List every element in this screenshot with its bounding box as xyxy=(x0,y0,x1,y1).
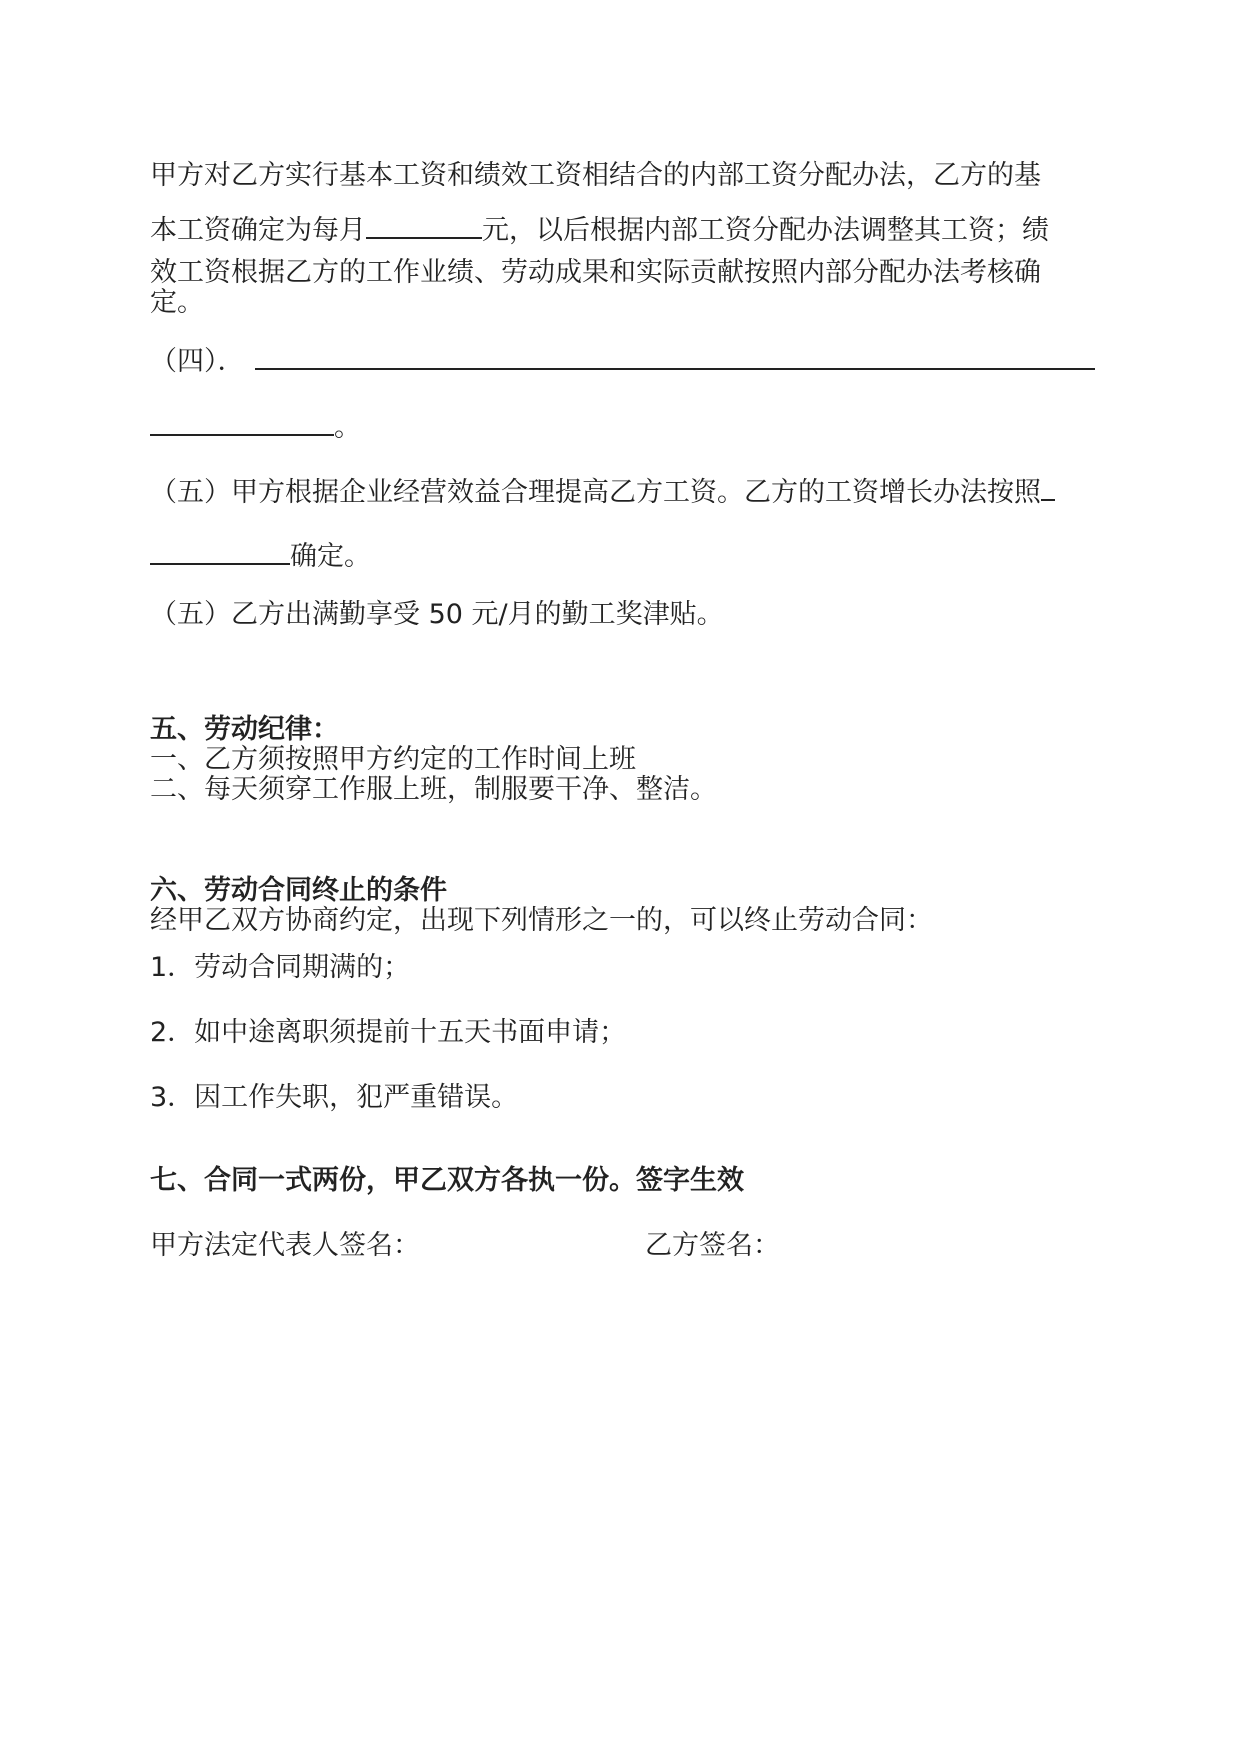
wage-paragraph-line-2 xyxy=(150,207,1049,249)
party-b-signature-label: 乙方签名： xyxy=(645,1230,780,1261)
item-four-blank-1 xyxy=(255,338,1095,370)
item-five-a-text: （五）甲方根据企业经营效益合理提高乙方工资。乙方的工资增长办法按照 xyxy=(150,477,1041,508)
section-six-item: 3．因工作失职，犯严重错误。 xyxy=(150,1082,519,1113)
wage-paragraph-line-1: 甲方对乙方实行基本工资和绩效工资相结合的内部工资分配办法，乙方的基 xyxy=(150,160,1041,191)
item-five-b: （五）乙方出满勤享受 50 元/月的勤工奖津贴。 xyxy=(150,599,724,630)
wage-paragraph-line-4: 定。 xyxy=(150,287,204,318)
item-four-end: 。 xyxy=(334,412,361,443)
item-five-a-line-2 xyxy=(150,533,371,575)
item-five-a-blank-2 xyxy=(150,533,290,565)
document-page xyxy=(150,0,1110,1754)
section-seven-heading: 七、合同一式两份，甲乙双方各执一份。签字生效 xyxy=(150,1165,744,1196)
item-four-line-1 xyxy=(150,338,1095,380)
section-six-item: 2．如中途离职须提前十五天书面申请； xyxy=(150,1017,627,1048)
section-six-intro: 经甲乙双方协商约定，出现下列情形之一的，可以终止劳动合同： xyxy=(150,905,933,936)
item-four-prefix: （四）． xyxy=(150,346,245,377)
party-a-signature-label: 甲方法定代表人签名： xyxy=(150,1230,420,1261)
section-five-item: 二、每天须穿工作服上班，制服要干净、整洁。 xyxy=(150,774,717,805)
section-six-item: 1．劳动合同期满的； xyxy=(150,952,411,983)
wage-line-2-before: 本工资确定为每月 xyxy=(150,215,366,246)
item-five-a-blank-1 xyxy=(1041,469,1055,501)
wage-paragraph-line-3: 效工资根据乙方的工作业绩、劳动成果和实际贡献按照内部分配办法考核确 xyxy=(150,257,1041,288)
item-five-a-end: 确定。 xyxy=(290,541,371,572)
item-four-line-2 xyxy=(150,404,361,446)
monthly-salary-blank xyxy=(366,207,482,239)
section-five-heading: 五、劳动纪律： xyxy=(150,714,339,745)
item-four-blank-2 xyxy=(150,404,334,436)
wage-line-2-after: 元，以后根据内部工资分配办法调整其工资；绩 xyxy=(482,215,1049,246)
item-five-a-line-1 xyxy=(150,469,1055,511)
section-six-heading: 六、劳动合同终止的条件 xyxy=(150,875,447,906)
section-five-item: 一、乙方须按照甲方约定的工作时间上班 xyxy=(150,744,636,775)
